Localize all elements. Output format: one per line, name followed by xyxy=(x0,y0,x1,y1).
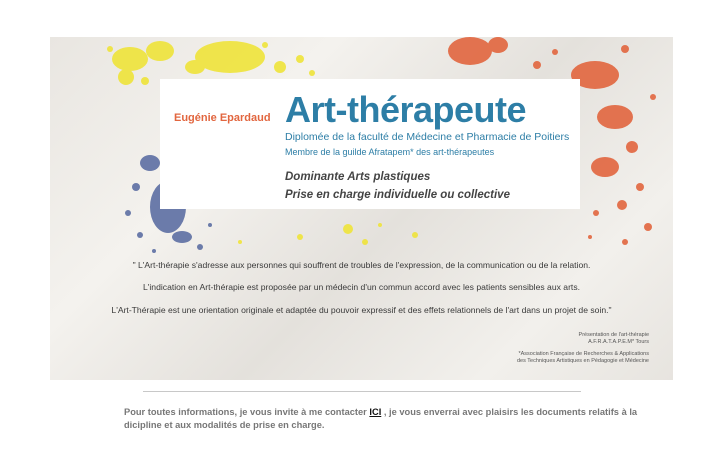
quote-line-3: L'Art-Thérapie est une orientation originale et adaptée du pouvoir expressif et des effets relationnels de l'art dans un projet de soin." xyxy=(111,305,612,315)
contact-text-before: Pour toutes informations, je vous invite à me contacter xyxy=(124,407,370,417)
quote-line-1: " L'Art-thérapie s'adresse aux personnes qui souffrent de troubles de l'expression, de la communication ou de la relation. xyxy=(132,260,591,270)
title-card xyxy=(160,79,580,209)
contact-link[interactable]: ICI xyxy=(369,407,382,417)
source-credit-line-2: A.F.R.A.T.A.P.E.M* Tours xyxy=(588,339,649,345)
contact-text-after: , je vous enverrai avec plaisirs les documents relatifs à la dicipline et aux modalités de prise en charge. xyxy=(124,407,638,430)
association-footnote xyxy=(517,351,649,365)
association-footnote-line-2: des Techniques Artistiques en Pédagogie et Médecine xyxy=(517,358,649,364)
source-credit-line-1: Présentation de l'art-thérapie xyxy=(578,332,649,338)
source-credit xyxy=(579,332,649,346)
specialty-line-1: Dominante Arts plastiques xyxy=(285,171,431,183)
diploma-line: Diplomée de la faculté de Médecine et Pharmacie de Poitiers xyxy=(285,131,570,143)
contact-info xyxy=(124,406,664,432)
art-therapy-banner xyxy=(50,37,673,380)
author-name: Eugénie Epardaud xyxy=(174,112,271,124)
profession-title: Art-thérapeute xyxy=(285,89,527,130)
quote-line-2: L'indication en Art-thérapie est proposée par un médecin d'un commun accord avec les patients sensibles aux arts. xyxy=(142,282,581,292)
guild-line: Membre de la guilde Afratapem* des art-thérapeutes xyxy=(285,147,495,157)
specialty-line-2: Prise en charge individuelle ou collective xyxy=(285,189,510,201)
association-footnote-line-1: *Association Française de Recherches & Applications xyxy=(518,351,649,357)
divider xyxy=(143,391,581,392)
